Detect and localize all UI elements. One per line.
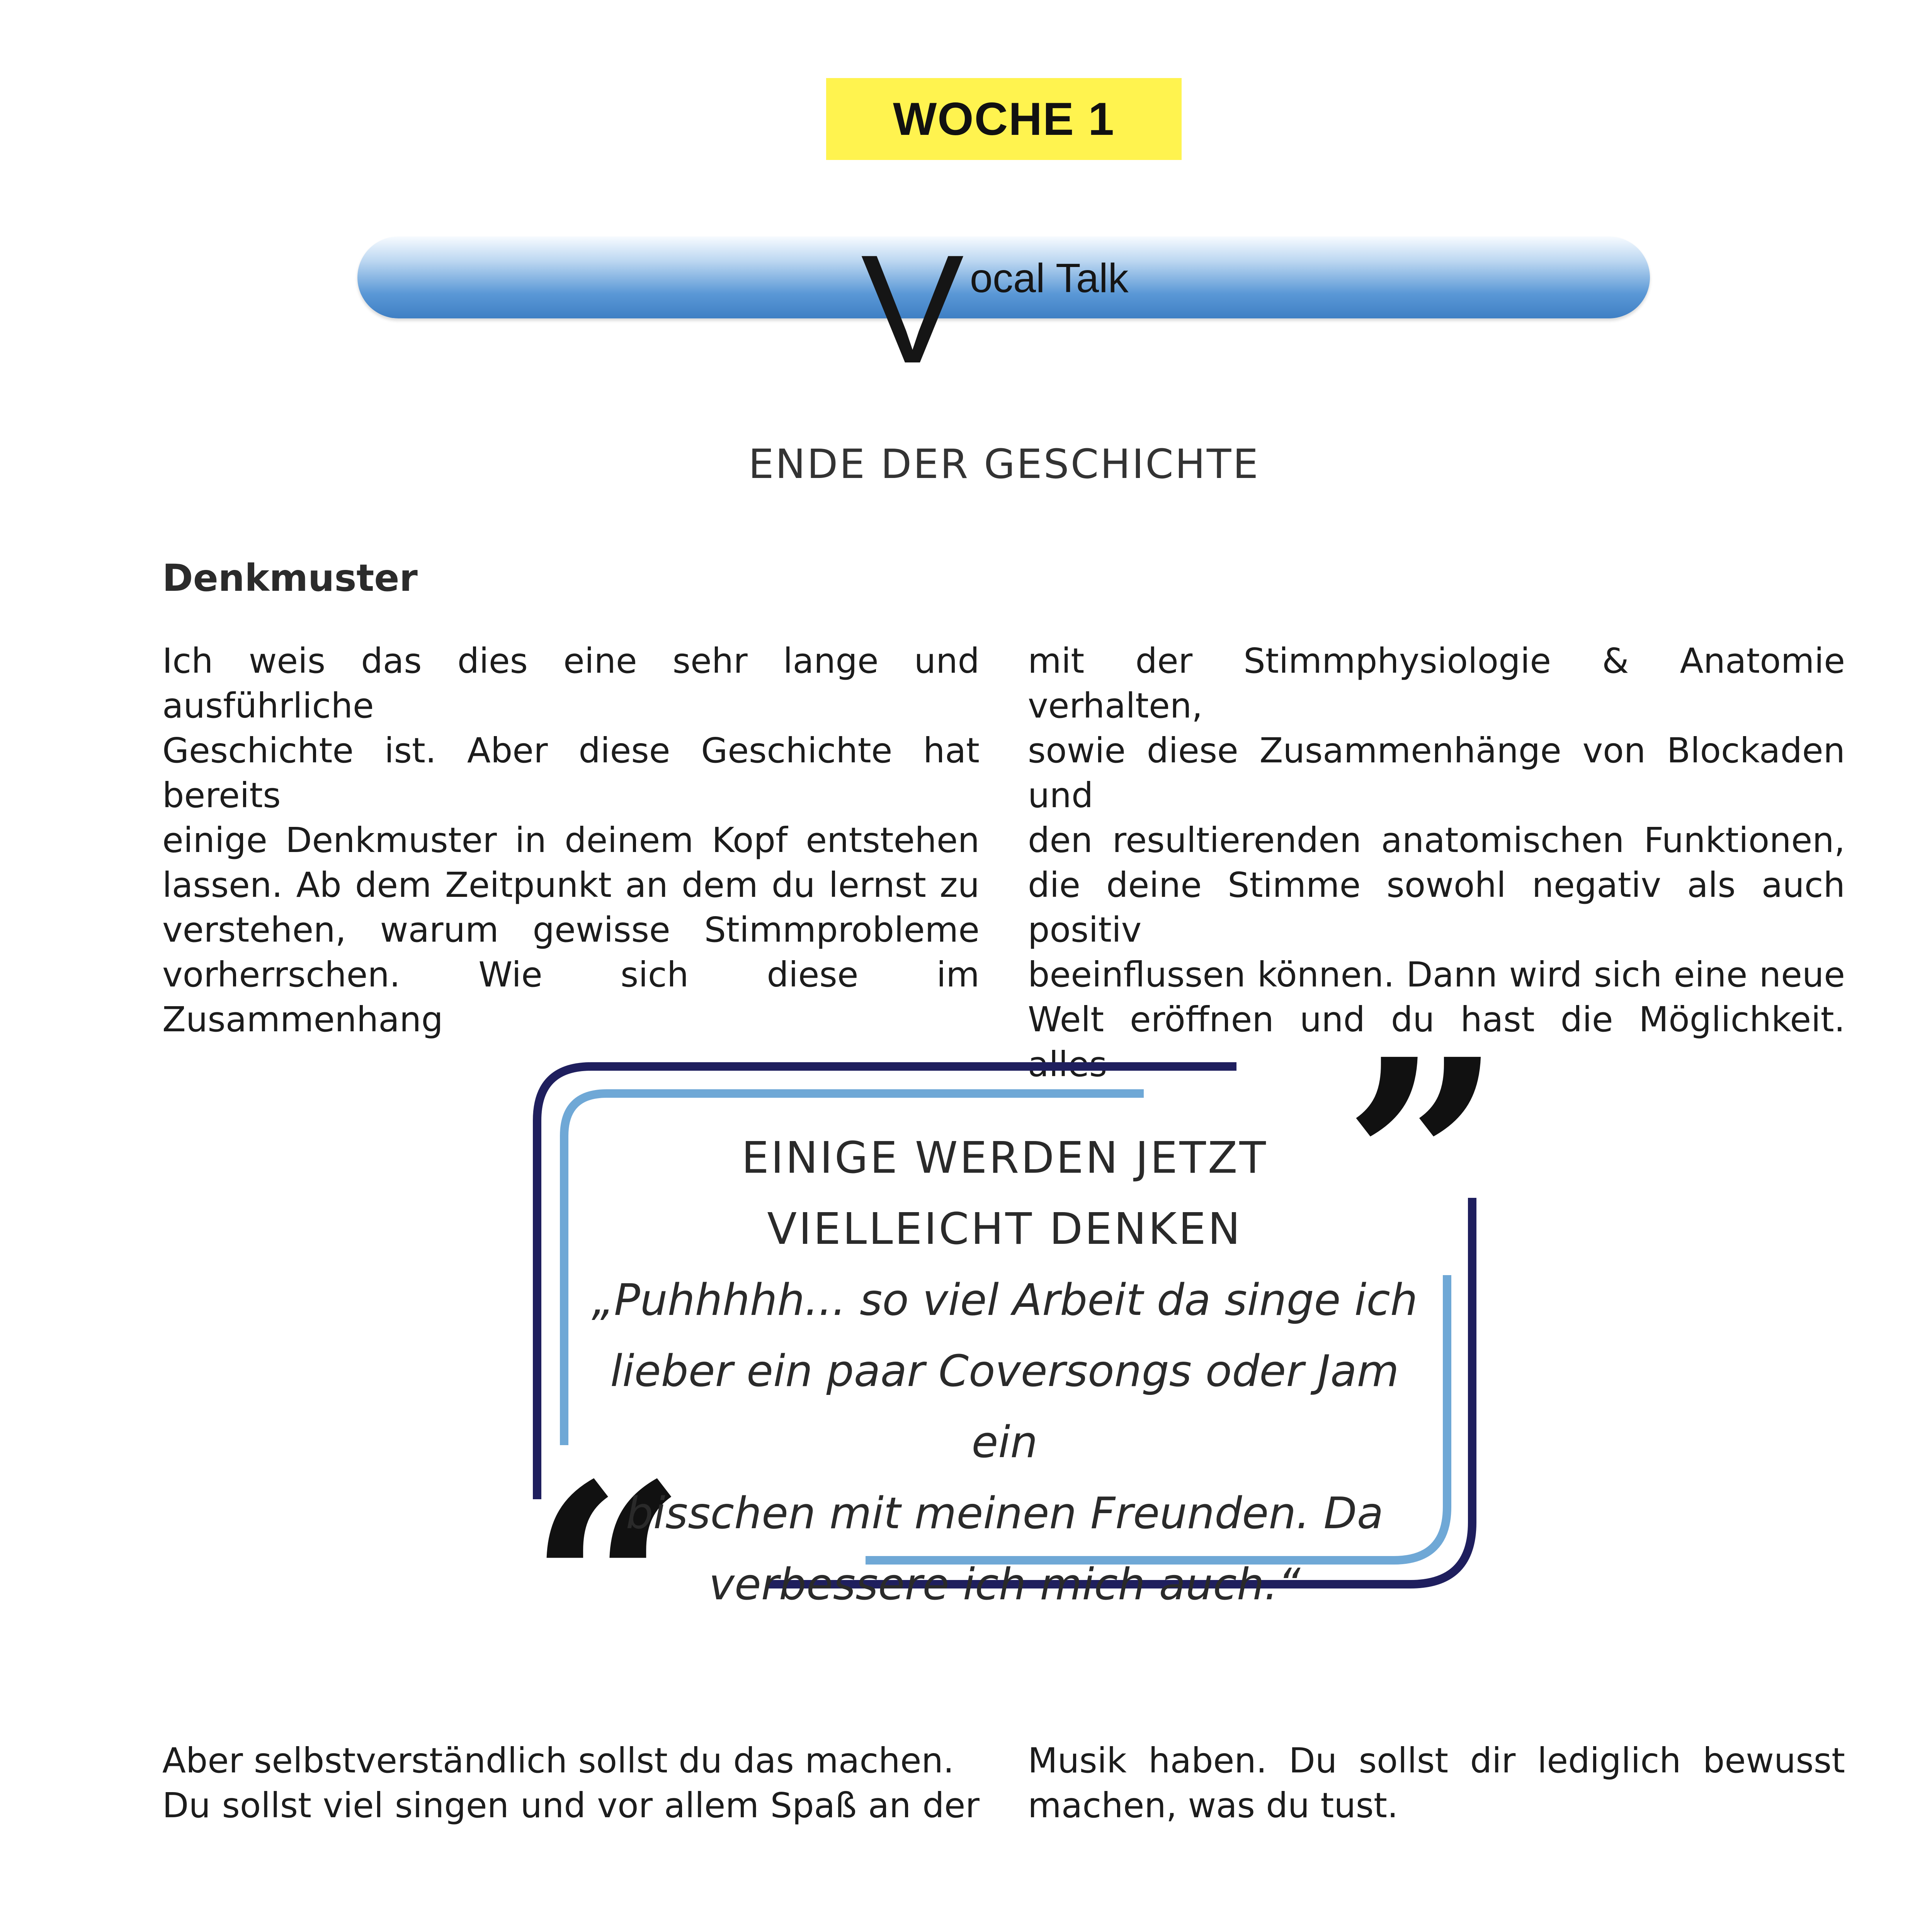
text-line: den resultierenden anatomischen Funktionen, [1028, 820, 1845, 860]
text-line: Ich weis das dies eine sehr lange und ausführliche [162, 641, 980, 726]
quote-text [580, 1122, 1430, 1620]
text-line: Geschichte ist. Aber diese Geschichte hat bereits [162, 730, 980, 815]
week-badge [826, 78, 1182, 160]
text-line: Du sollst viel singen und vor allem Spaß an der [162, 1785, 980, 1825]
text-line: machen, was du tust. [1028, 1785, 1398, 1825]
intro-column-left [162, 638, 980, 1042]
text-line: einige Denkmuster in deinem Kopf entstehen [162, 820, 980, 860]
quote-mark-bottom-left-icon: “ [527, 1423, 688, 1750]
text-line: Welt eröffnen und du hast die Möglichkeit. alles [1028, 999, 1845, 1084]
text-line: Aber selbstverständlich sollst du das machen. [162, 1740, 954, 1781]
subheading: Denkmuster [162, 556, 418, 600]
banner-initial: V [861, 223, 964, 395]
text-line: lassen. Ab dem Zeitpunkt an dem du lernst zu [162, 865, 980, 905]
middle-column-left [162, 1738, 980, 1828]
text-line: sowie diese Zusammenhänge von Blockaden und [1028, 730, 1845, 815]
middle-column-right [1028, 1738, 1845, 1828]
text-line: Musik haben. Du sollst dir lediglich bewusst [1028, 1740, 1845, 1781]
banner-title: ocal Talk [970, 255, 1129, 301]
text-line: verstehen, warum gewisse Stimmprobleme [162, 910, 980, 950]
quote-mark-top-right-icon: ” [1343, 998, 1503, 1325]
section-title: ENDE DER GESCHICHTE [748, 440, 1260, 488]
quote-lead-line: VIELLEICHT DENKEN [767, 1204, 1242, 1254]
quote-line: „Puhhhhh... so viel Arbeit da singe ich [592, 1275, 1418, 1325]
text-line: beeinflussen können. Dann wird sich eine neue [1028, 954, 1845, 995]
quote-line: lieber ein paar Coversongs oder Jam ein [610, 1346, 1399, 1468]
week-label: WOCHE 1 [893, 93, 1115, 145]
text-line: vorherrschen. Wie sich diese im Zusammenhang [162, 954, 980, 1039]
quote-line: verbessere ich mich auch.“ [709, 1560, 1301, 1610]
text-line: mit der Stimmphysiologie & Anatomie verhalten, [1028, 641, 1845, 726]
quote-line: bisschen mit meinen Freunden. Da [626, 1488, 1384, 1539]
quote-lead-line: EINIGE WERDEN JETZT [742, 1133, 1268, 1183]
text-line: die deine Stimme sowohl negativ als auch positiv [1028, 865, 1845, 950]
